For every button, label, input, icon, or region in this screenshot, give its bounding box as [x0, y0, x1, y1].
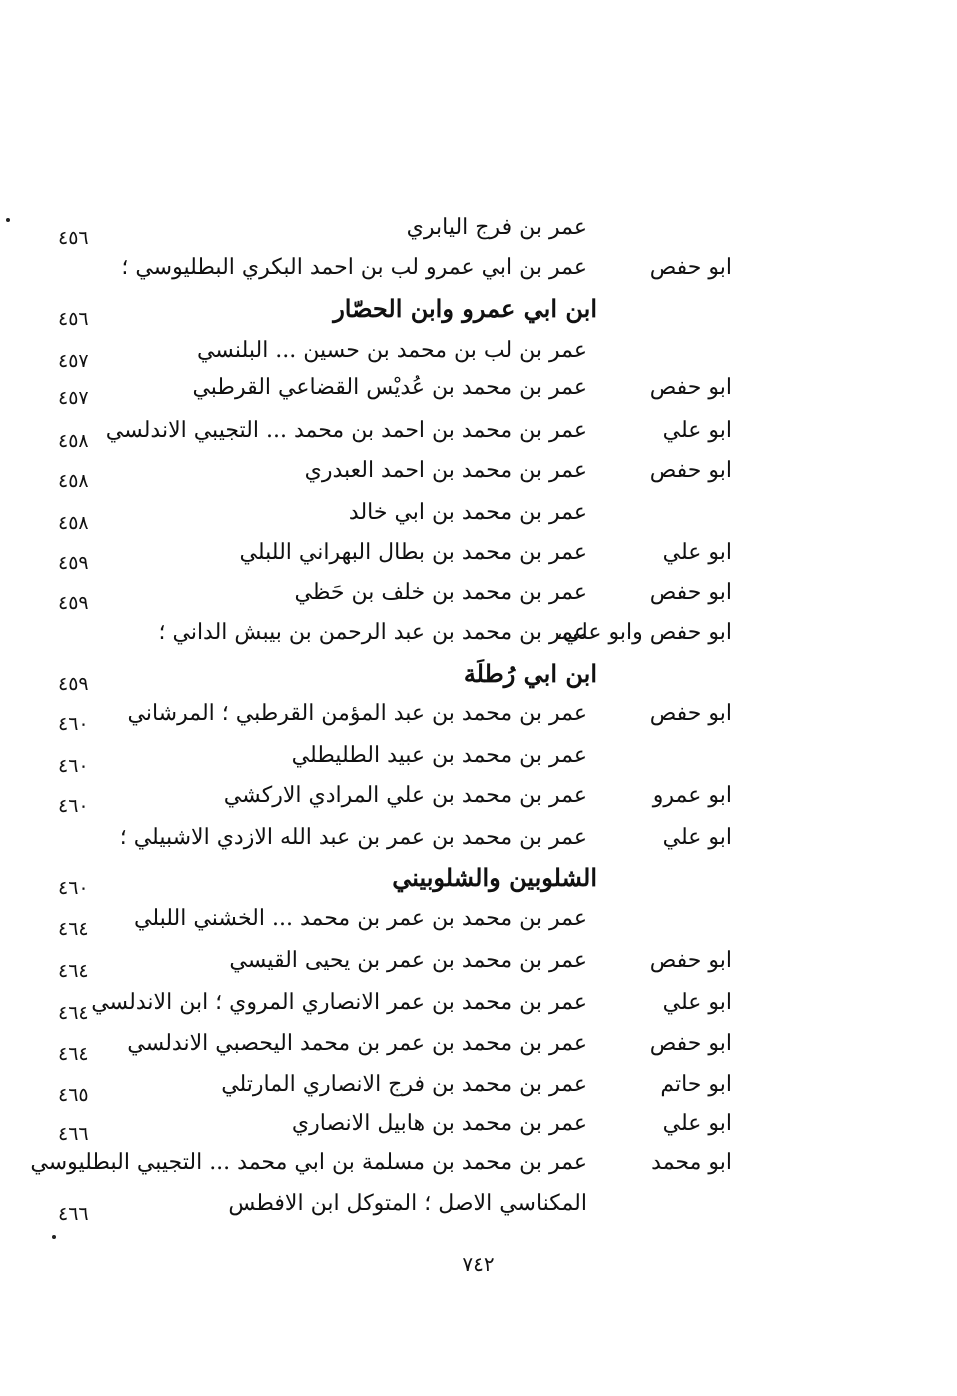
- entry-kunya: ابو حفص: [649, 948, 732, 973]
- index-entry: [0, 212, 957, 252]
- index-entry: [0, 903, 957, 943]
- entry-name: عمر بن محمد بن فرج الانصاري المارتلي: [221, 1072, 587, 1097]
- index-entry: [0, 862, 957, 902]
- index-entry: [0, 252, 957, 292]
- index-entry: [0, 1108, 957, 1148]
- entry-heading: ابن ابي عمرو وابن الحصّار: [333, 294, 597, 323]
- margin-mark: [52, 1235, 56, 1239]
- entry-name: عمر بن محمد بن عُديْس القضاعي القرطبي: [192, 375, 587, 400]
- entry-name: عمر بن محمد بن عبد المؤمن القرطبي ؛ المرشاني: [127, 701, 587, 726]
- entry-page-number: ٤٦٦: [58, 1203, 89, 1225]
- index-entry: [0, 822, 957, 862]
- entry-name: عمر بن محمد بن مسلمة بن ابي محمد ... التجيبي البطليوسي: [30, 1150, 587, 1175]
- entry-kunya: ابو حفص: [649, 255, 732, 280]
- entry-kunya: ابو محمد: [651, 1150, 732, 1175]
- entry-page-number: ٤٦٤: [58, 960, 89, 982]
- entry-name: عمر بن محمد بن علي المرادي الاركشي: [223, 783, 587, 808]
- entry-name: عمر بن محمد بن عمر الانصاري المروي ؛ ابن الاندلسي: [91, 990, 587, 1015]
- entry-page-number: ٤٦٠: [58, 755, 89, 777]
- margin-mark: [6, 218, 10, 222]
- entry-name: عمر بن محمد بن ابي خالد: [348, 500, 587, 525]
- entry-page-number: ٤٥٦: [58, 227, 89, 249]
- index-entry: [0, 455, 957, 495]
- entry-name: عمر بن لب بن محمد بن حسين ... البلنسي: [196, 338, 587, 363]
- entry-name: عمر بن محمد بن بطال البهراني اللبلي: [239, 540, 587, 565]
- entry-kunya: ابو حفص: [649, 375, 732, 400]
- entry-name: عمر بن محمد بن خلف بن حَظي: [294, 580, 587, 605]
- index-entry: [0, 740, 957, 780]
- entry-kunya: ابو حفص: [649, 580, 732, 605]
- entry-page-number: ٤٥٧: [58, 387, 89, 409]
- entry-page-number: ٤٥٧: [58, 350, 89, 372]
- entry-name: عمر بن فرج اليابري: [406, 215, 587, 240]
- entry-page-number: ٤٥٦: [58, 308, 89, 330]
- entry-heading: ابن ابي رُطلَة: [463, 659, 597, 688]
- entry-page-number: ٤٦٠: [58, 795, 89, 817]
- index-entry: [0, 658, 957, 698]
- index-entry: [0, 372, 957, 412]
- index-entry: [0, 780, 957, 820]
- entry-name: عمر بن محمد بن عمر بن محمد ... الخشني اللبلي: [134, 906, 587, 931]
- entry-kunya: ابو علي: [662, 825, 732, 850]
- index-entry: [0, 945, 957, 985]
- index-entry: [0, 293, 957, 333]
- entry-kunya: ابو علي: [662, 418, 732, 443]
- entry-name: عمر بن محمد بن عبد الرحمن بن بيبش الداني ؛: [158, 620, 587, 645]
- entry-kunya: ابو علي: [662, 990, 732, 1015]
- entry-name: عمر بن محمد بن عمر بن يحيى القيسي: [229, 948, 587, 973]
- entry-name: عمر بن ابي عمرو لب بن احمد البكري البطليوسي ؛: [121, 255, 587, 280]
- entry-kunya: ابو علي: [662, 1111, 732, 1136]
- entry-heading: الشلوبين والشلوبيني: [392, 863, 597, 892]
- entry-page-number: ٤٥٩: [58, 592, 89, 614]
- entry-kunya: ابو حفص: [649, 458, 732, 483]
- entry-kunya: ابو عمرو: [652, 783, 732, 808]
- entry-kunya: ابو علي: [662, 540, 732, 565]
- entry-page-number: ٤٥٩: [58, 552, 89, 574]
- index-entry: [0, 987, 957, 1027]
- page-number: ٧٤٢: [462, 1252, 495, 1276]
- entry-page-number: ٤٦٦: [58, 1123, 89, 1145]
- index-entry: [0, 617, 957, 657]
- entry-name: عمر بن محمد بن عبيد الطليطلي: [291, 743, 587, 768]
- index-entry: [0, 537, 957, 577]
- entry-page-number: ٤٥٨: [58, 512, 89, 534]
- entry-name: المكناسي الاصل ؛ المتوكل ابن الافطس: [228, 1191, 587, 1216]
- entry-page-number: ٤٦٤: [58, 1043, 89, 1065]
- entry-name: عمر بن محمد بن احمد بن محمد ... التجيبي الاندلسي: [105, 418, 587, 443]
- index-entry: [0, 335, 957, 375]
- index-entry: [0, 1028, 957, 1068]
- index-entry: [0, 1188, 957, 1228]
- index-entry: [0, 698, 957, 738]
- index-entry: [0, 1147, 957, 1187]
- index-entry: [0, 415, 957, 455]
- entry-name: عمر بن محمد بن احمد العبدري: [304, 458, 587, 483]
- entry-page-number: ٤٦٤: [58, 1002, 89, 1024]
- entry-name: عمر بن محمد بن عمر بن محمد اليحصبي الاندلسي: [127, 1031, 587, 1056]
- entry-kunya: ابو حفص وابو علي،: [555, 620, 732, 645]
- entry-page-number: ٤٦٠: [58, 877, 89, 899]
- entry-page-number: ٤٦٥: [58, 1084, 89, 1106]
- index-entry: [0, 497, 957, 537]
- entry-kunya: ابو حفص: [649, 1031, 732, 1056]
- entry-page-number: ٤٦٤: [58, 918, 89, 940]
- entry-kunya: ابو حفص: [649, 701, 732, 726]
- entry-page-number: ٤٥٨: [58, 470, 89, 492]
- index-entry: [0, 577, 957, 617]
- entry-kunya: ابو حاتم: [660, 1072, 732, 1097]
- entry-name: عمر بن محمد بن هابيل الانصاري: [291, 1111, 587, 1136]
- entry-page-number: ٤٥٩: [58, 673, 89, 695]
- entry-page-number: ٤٦٠: [58, 713, 89, 735]
- entry-name: عمر بن محمد بن عمر بن عبد الله الازدي الاشبيلي ؛: [119, 825, 587, 850]
- entry-page-number: ٤٥٨: [58, 430, 89, 452]
- index-entry: [0, 1069, 957, 1109]
